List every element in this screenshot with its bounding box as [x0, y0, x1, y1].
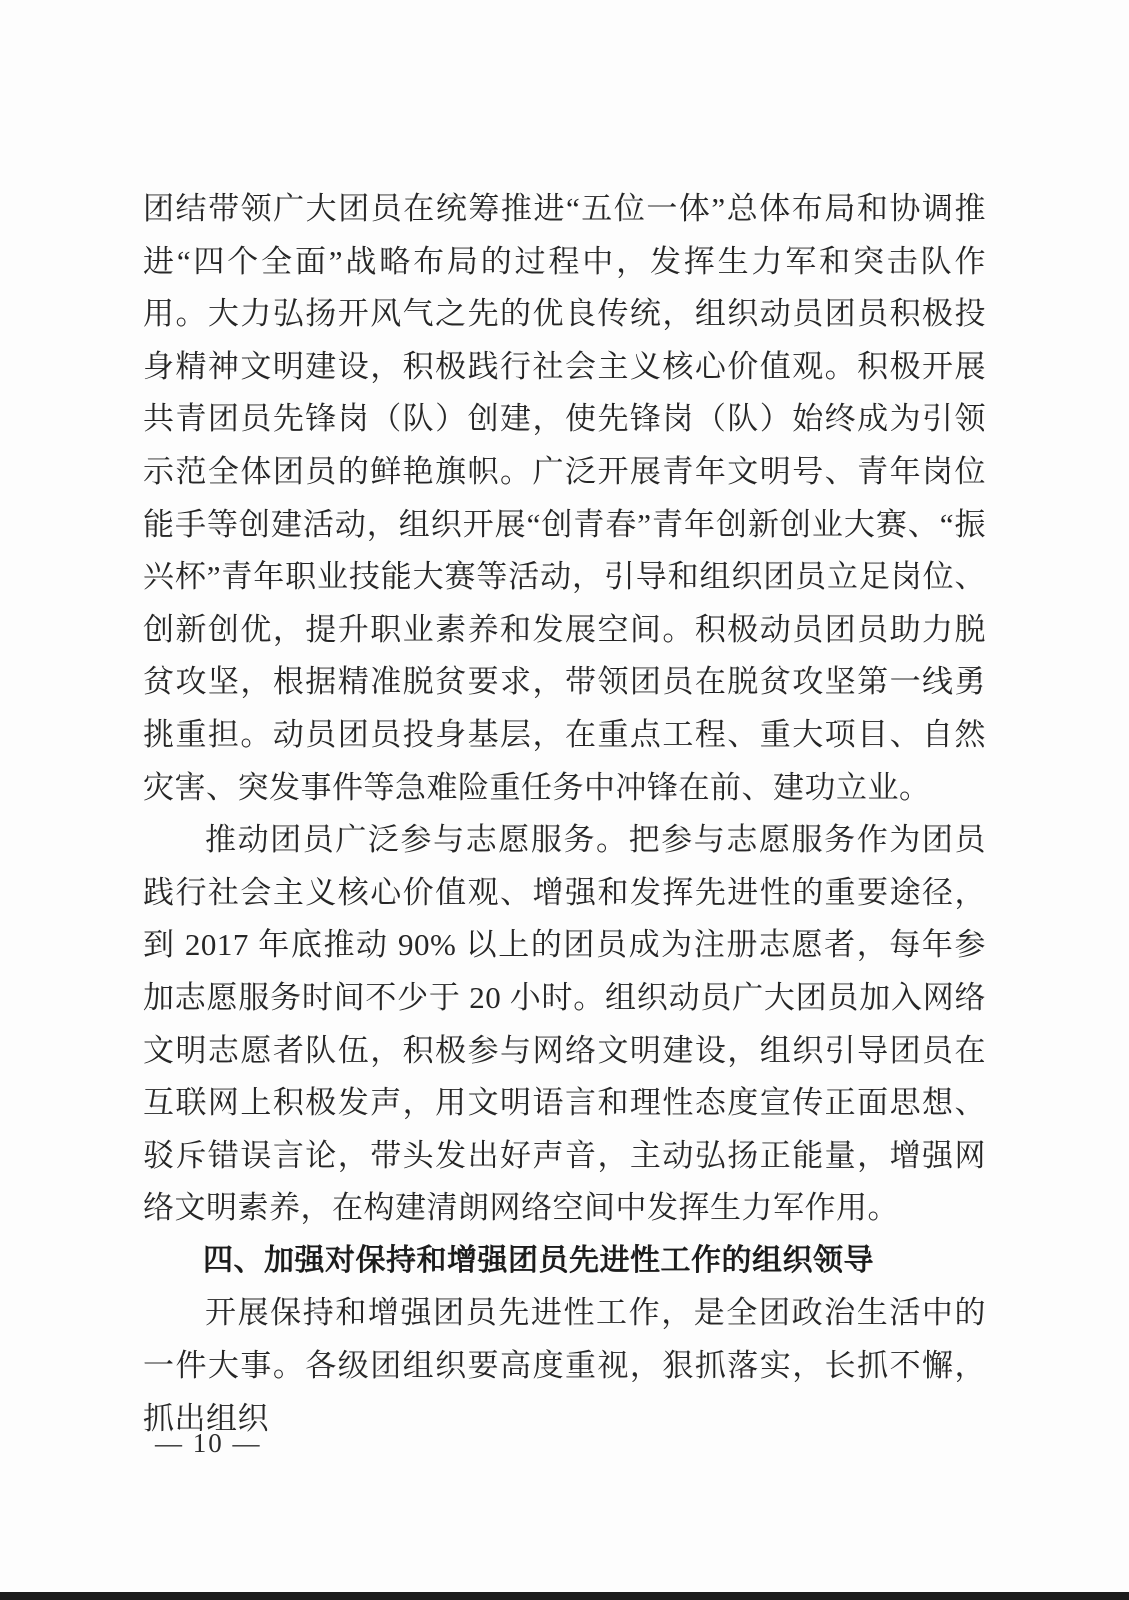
paragraph-volunteer-pioneer: 团结带领广大团员在统筹推进“五位一体”总体布局和协调推进“四个全面”战略布局的过程中，发挥生力军和突击队作用。大力弘扬开风气之先的优良传统，组织动员团员积极投身精神文明建设，积极践行社会主义核心价值观。积极开展共青团员先锋岗（队）创建，使先锋岗（队）始终成为引领示范全体团员的鲜艳旗帜。广泛开展青年文明号、青年岗位能手等创建活动，组织开展“创青春”青年创新创业大赛、“振兴杯”青年职业技能大赛等活动，引导和组织团员立足岗位、创新创优，提升职业素养和发展空间。积极动员团员助力脱贫攻坚，根据精准脱贫要求，带领团员在脱贫攻坚第一线勇挑重担。动员团员投身基层，在重点工程、重大项目、自然灾害、突发事件等急难险重任务中冲锋在前、建功立业。 — [143, 191, 986, 805]
bottom-edge-bar — [0, 1592, 1129, 1600]
document-text-block — [143, 183, 986, 1445]
section-heading: 四、加强对保持和增强团员先进性工作的组织领导 — [203, 1243, 874, 1277]
paragraph-volunteer-service: 推动团员广泛参与志愿服务。把参与志愿服务作为团员践行社会主义核心价值观、增强和发挥先进性的重要途径，到 2017 年底推动 90% 以上的团员成为注册志愿者，每年参加志愿服务时间不少于 20 小时。组织动员广大团员加入网络文明志愿者队伍，积极参与网络文明建设，组织引导团员在互联网上积极发声，用文明语言和理性态度宣传正面思想、驳斥错误言论，带头发出好声音，主动弘扬正能量，增强网络文明素养，在构建清朗网络空间中发挥生力军作用。 — [143, 822, 986, 1226]
page-number: — 10 — — [155, 1428, 262, 1458]
paragraph-organizational-leadership: 开展保持和增强团员先进性工作，是全团政治生活中的一件大事。各级团组织要高度重视，狠抓落实，长抓不懈，抓出组织 — [143, 1295, 986, 1436]
